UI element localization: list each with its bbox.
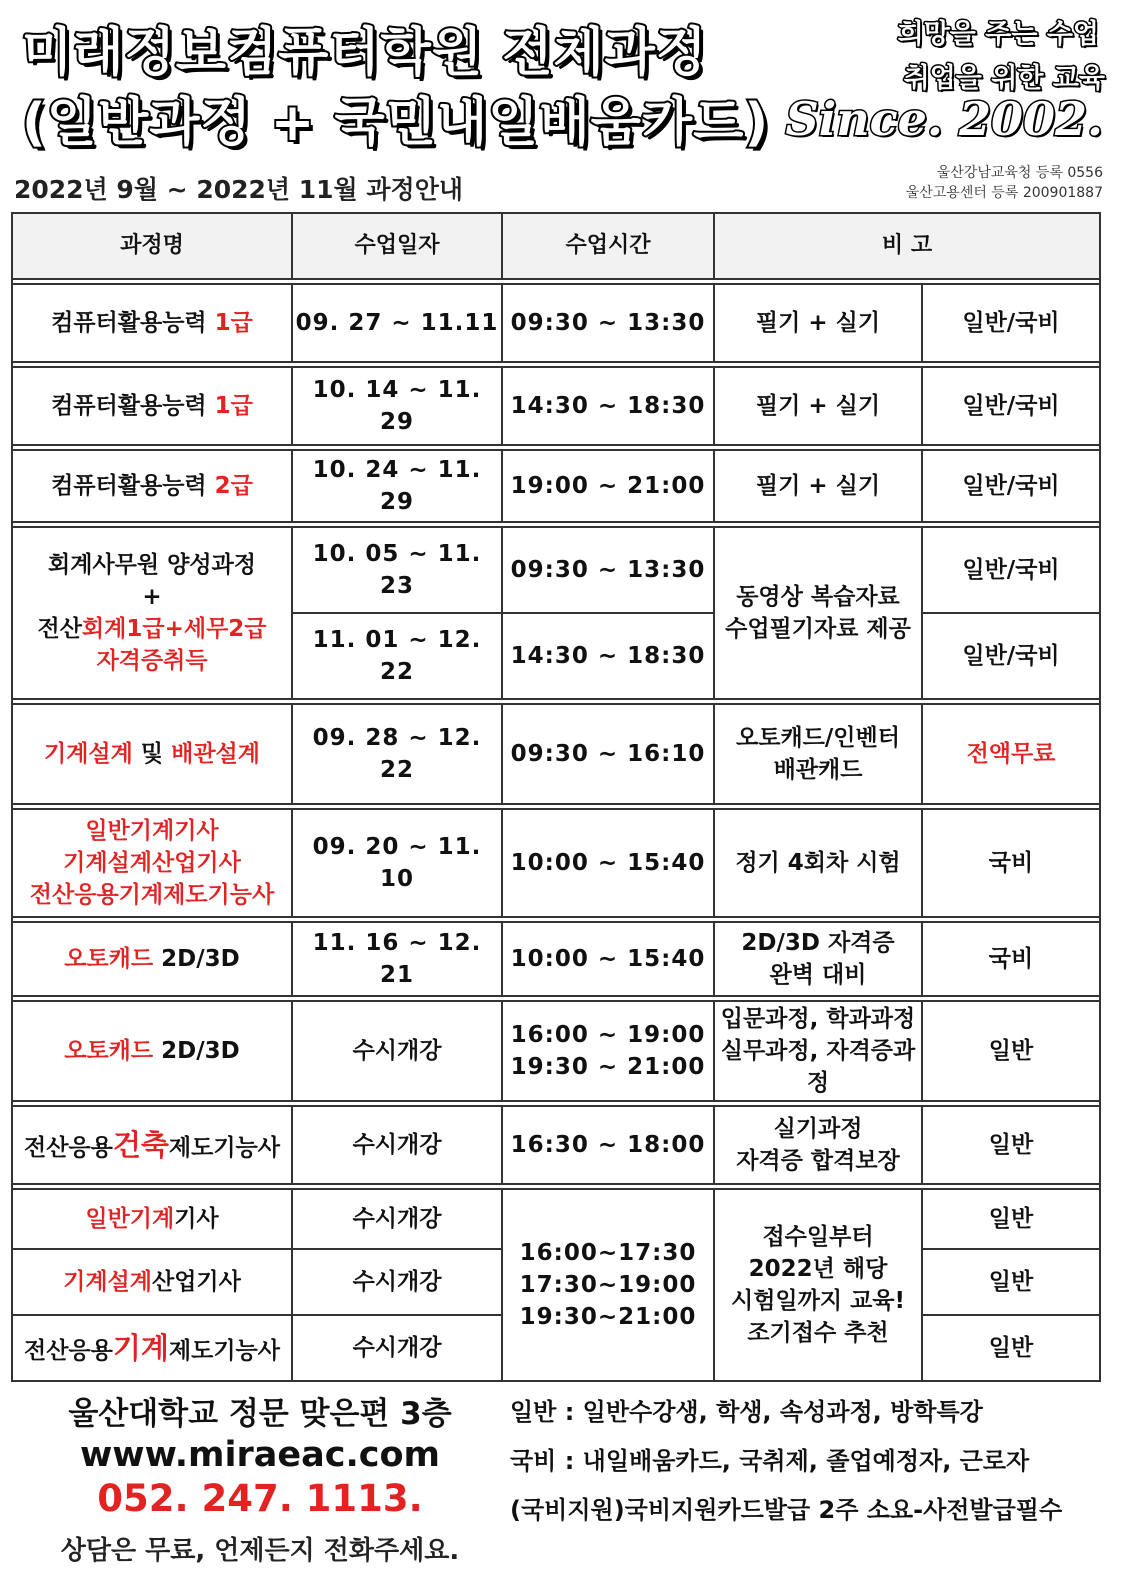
- header-course-name: 과정명: [12, 213, 292, 279]
- course-note: 접수일부터 2022년 해당 시험일까지 교육! 조기접수 추천: [714, 1189, 922, 1381]
- course-type: 국비: [922, 922, 1100, 996]
- course-type: 일반/국비: [922, 527, 1100, 613]
- course-name: 오토캐드 2D/3D: [12, 922, 292, 996]
- course-name: 일반기계기사 기계설계산업기사 전산응용기계제도기능사: [12, 809, 292, 917]
- course-time: 09:30 ~ 16:10: [502, 704, 714, 804]
- table-row: [12, 450, 1100, 522]
- website-link[interactable]: www.miraeac.com: [79, 1435, 441, 1475]
- course-name: 회계사무원 양성과정 + 전산회계1급+세무2급 자격증취득: [12, 527, 292, 699]
- course-date: 09. 27 ~ 11.11: [292, 284, 502, 362]
- course-type: 일반: [922, 1315, 1100, 1381]
- course-time: 16:00~17:30 17:30~19:00 19:30~21:00: [502, 1189, 714, 1381]
- course-name: 오토캐드 2D/3D: [12, 1001, 292, 1101]
- course-name: 기계설계 및 배관설계: [12, 704, 292, 804]
- course-name: 일반기계기사: [12, 1189, 292, 1249]
- course-type: 일반/국비: [922, 367, 1100, 445]
- header-time: 수업시간: [502, 213, 714, 279]
- course-note: 필기 + 실기: [714, 367, 922, 445]
- slogan-hope: 희망을 주는 수업: [897, 19, 1099, 50]
- course-date: 11. 01 ~ 12. 22: [292, 613, 502, 699]
- header-date: 수업일자: [292, 213, 502, 279]
- course-table: [11, 212, 1101, 1382]
- course-note: 필기 + 실기: [714, 450, 922, 522]
- course-name: 기계설계산업기사: [12, 1249, 292, 1315]
- info-card: (국비지원)국비지원카드발급 2주 소요-사전발급필수: [510, 1496, 1063, 1524]
- title-line1: 미래정보컴퓨터학원 전체과정: [22, 23, 708, 83]
- course-date: 수시개강: [292, 1001, 502, 1101]
- table-row: [12, 284, 1100, 362]
- course-date: 수시개강: [292, 1106, 502, 1184]
- info-general: 일반 : 일반수강생, 학생, 속성과정, 방학특강: [510, 1398, 983, 1426]
- course-time: 16:30 ~ 18:00: [502, 1106, 714, 1184]
- course-time: 14:30 ~ 18:30: [502, 367, 714, 445]
- course-type: 전액무료: [922, 704, 1100, 804]
- course-type: 일반: [922, 1106, 1100, 1184]
- table-row: [12, 809, 1100, 917]
- info-national: 국비 : 내일배움카드, 국취제, 졸업예정자, 근로자: [510, 1447, 1030, 1475]
- course-note: 실기과정 자격증 합격보장: [714, 1106, 922, 1184]
- course-name: 전산응용건축제도기능사: [12, 1106, 292, 1184]
- course-type: 국비: [922, 809, 1100, 917]
- registration-education: 울산강남교육청 등록 0556: [936, 165, 1103, 181]
- course-note: 2D/3D 자격증 완벽 대비: [714, 922, 922, 996]
- course-time: 10:00 ~ 15:40: [502, 809, 714, 917]
- course-note: 필기 + 실기: [714, 284, 922, 362]
- course-name: 컴퓨터활용능력 1급: [12, 284, 292, 362]
- info-block: [510, 1392, 1110, 1539]
- course-date: 10. 05 ~ 11. 23: [292, 527, 502, 613]
- period-heading: 2022년 9월 ~ 2022년 11월 과정안내: [14, 175, 464, 204]
- course-type: 일반/국비: [922, 284, 1100, 362]
- course-type: 일반: [922, 1189, 1100, 1249]
- course-note: 정기 4회차 시험: [714, 809, 922, 917]
- course-type: 일반/국비: [922, 450, 1100, 522]
- course-date: 10. 14 ~ 11. 29: [292, 367, 502, 445]
- course-note: 오토캐드/인벤터 배관캐드: [714, 704, 922, 804]
- course-date: 수시개강: [292, 1189, 502, 1249]
- course-date: 09. 28 ~ 12. 22: [292, 704, 502, 804]
- course-name: 전산응용기계제도기능사: [12, 1315, 292, 1381]
- registration-employment: 울산고용센터 등록 200901887: [905, 185, 1103, 201]
- course-time: 19:00 ~ 21:00: [502, 450, 714, 522]
- slogan-employment: 취업을 위한 교육: [903, 63, 1105, 94]
- address: 울산대학교 정문 맞은편 3층: [68, 1396, 452, 1432]
- course-note: 입문과정, 학과과정 실무과정, 자격증과정: [714, 1001, 922, 1101]
- course-date: 11. 16 ~ 12. 21: [292, 922, 502, 996]
- table-row: [12, 704, 1100, 804]
- table-row: [12, 1106, 1100, 1184]
- course-name: 컴퓨터활용능력 2급: [12, 450, 292, 522]
- course-time: 10:00 ~ 15:40: [502, 922, 714, 996]
- course-note: 동영상 복습자료 수업필기자료 제공: [714, 527, 922, 699]
- consult-note: 상담은 무료, 언제든지 전화주세요.: [60, 1536, 460, 1566]
- table-row: [12, 922, 1100, 996]
- table-row: [12, 367, 1100, 445]
- table-header-row: [12, 213, 1100, 279]
- title-line2: (일반과정 + 국민내일배움카드): [22, 93, 770, 153]
- contact-block: [40, 1388, 480, 1567]
- table-row: [12, 527, 1100, 613]
- course-date: 수시개강: [292, 1315, 502, 1381]
- header-note: 비 고: [714, 213, 1100, 279]
- course-time: 09:30 ~ 13:30: [502, 527, 714, 613]
- course-type: 일반: [922, 1001, 1100, 1101]
- course-type: 일반: [922, 1249, 1100, 1315]
- table-row: [12, 1189, 1100, 1249]
- table-row: [12, 1001, 1100, 1101]
- course-date: 10. 24 ~ 11. 29: [292, 450, 502, 522]
- course-time: 16:00 ~ 19:00 19:30 ~ 21:00: [502, 1001, 714, 1101]
- since-logo: Since. 2002.: [785, 92, 1103, 146]
- phone-number[interactable]: 052. 247. 1113.: [97, 1477, 423, 1520]
- course-date: 수시개강: [292, 1249, 502, 1315]
- course-date: 09. 20 ~ 11. 10: [292, 809, 502, 917]
- course-time: 09:30 ~ 13:30: [502, 284, 714, 362]
- course-name: 컴퓨터활용능력 1급: [12, 367, 292, 445]
- course-type: 일반/국비: [922, 613, 1100, 699]
- course-time: 14:30 ~ 18:30: [502, 613, 714, 699]
